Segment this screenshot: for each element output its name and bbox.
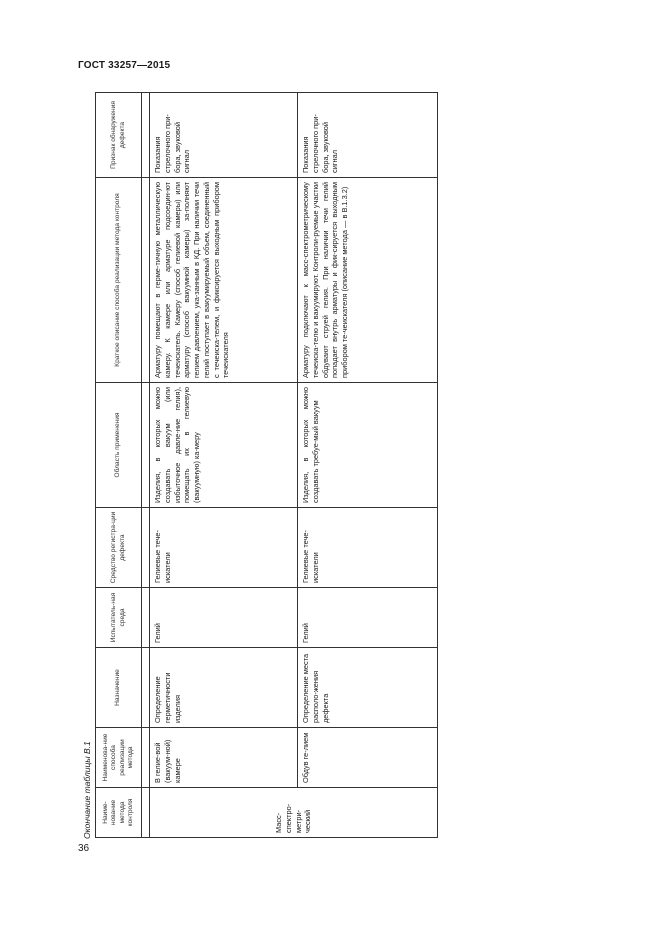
medium-cell: Гелий — [150, 588, 298, 648]
description-cell: Арматуру подключают к масс-спектрометрическому течеиска-телю и вакуумируют. Контроли-руемые участки обдувают струей гелия. При наличии течи гелий попадает внутрь арматуры и фик-сируется выходным прибором те-чеискателя (описание метода — в В.1.3.2) — [298, 178, 438, 383]
header-way: Наименова-ние способа реализации метода — [96, 728, 142, 788]
device-cell: Гелиевые тече-искатели — [298, 508, 438, 588]
header-description: Краткое описание способа реализации метода контроля — [96, 178, 142, 383]
header-purpose: Назначение — [96, 648, 142, 728]
scope-cell: Изделия, в которых можно создавать вакуум (или избыточное давле-ние гелия), помещать их в гелиевую (вакуумную) ка-меру — [150, 383, 298, 508]
purpose-cell: Определение места располо-жения дефекта — [298, 648, 438, 728]
method-cell: Масс-спектро-метри-ческий — [150, 788, 438, 838]
page-number: 36 — [78, 843, 90, 854]
methods-table — [95, 92, 438, 838]
header-device: Средство регистра-ции дефекта — [96, 508, 142, 588]
rotated-table-container — [95, 93, 437, 838]
table-row — [142, 93, 150, 838]
sign-cell: Показания стрелочного при-бора, звуковой сигнал — [298, 93, 438, 178]
table-header-row — [96, 93, 142, 838]
way-cell: Обдув ге-лием — [298, 728, 438, 788]
scope-cell: Изделия, в которых можно создавать требуе-мый вакуум — [298, 383, 438, 508]
way-cell: В гелие-вой (вакуум-ной) камере — [150, 728, 298, 788]
document-header: ГОСТ 33257—2015 — [78, 60, 171, 71]
header-scope: Область применения — [96, 383, 142, 508]
description-cell: Арматуру помещают в герме-тичную металлическую камеру. К камере или арматуре подсоедин-ют течеискатель. Камеру (способ гелиевой камеры) или арматуру (способ вакуумной камеры) за-полняют гелием давлением, ука-занным в КД. При наличии течи гелий поступает в вакуумируемый объем, соединенный с течеиска-телем, и фиксируется выходным прибором течеискателя — [150, 178, 298, 383]
medium-cell: Гелий — [298, 588, 438, 648]
header-sign: Признак обнаружения дефекта — [96, 93, 142, 178]
header-method: Наиме-нование метода контроля — [96, 788, 142, 838]
sign-cell: Показания стрелочного при-бора, звуковой сигнал — [150, 93, 298, 178]
purpose-cell: Определение герметичности изделия — [150, 648, 298, 728]
device-cell: Гелиевые тече-искатели — [150, 508, 298, 588]
header-medium: Испытатель-ная среда — [96, 588, 142, 648]
table-caption: Окончание таблицы В.1 — [82, 741, 92, 839]
table-row — [298, 93, 438, 838]
table-row — [150, 93, 298, 838]
